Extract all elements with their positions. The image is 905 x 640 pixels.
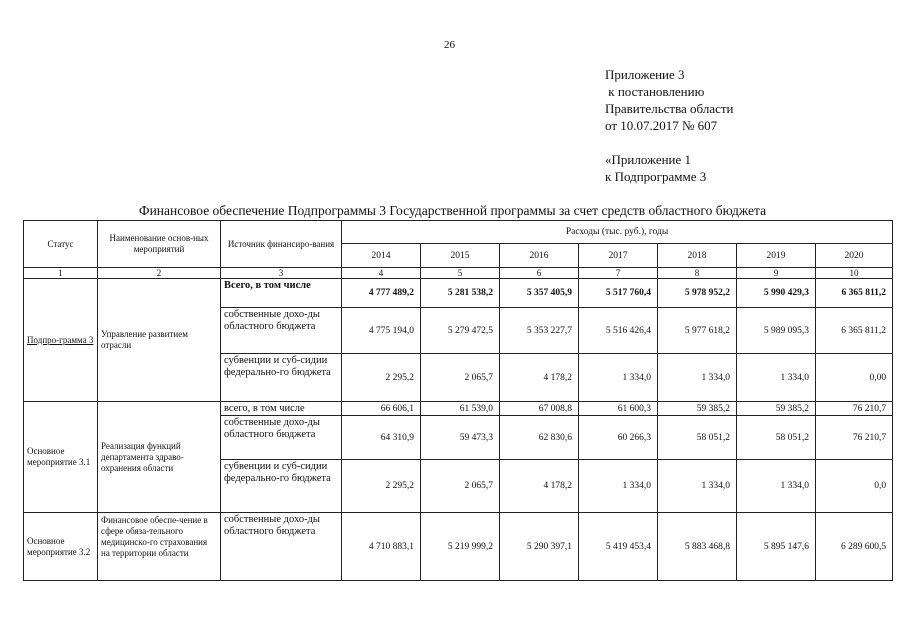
funding-source-cell: Всего, в том числе bbox=[221, 279, 342, 308]
column-number: 2 bbox=[98, 268, 221, 279]
value-cell: 60 266,3 bbox=[579, 416, 658, 460]
measure-name-cell: Управление развитием отрасли bbox=[98, 279, 221, 402]
column-number: 7 bbox=[579, 268, 658, 279]
appendix-reference bbox=[605, 151, 706, 185]
value-cell: 5 281 538,2 bbox=[421, 279, 500, 308]
value-cell: 0,00 bbox=[816, 354, 893, 402]
measure-name-cell: Реализация функций департамента здраво-охранения области bbox=[98, 402, 221, 513]
header-year: 2018 bbox=[658, 244, 737, 268]
value-cell: 61 600,3 bbox=[579, 402, 658, 416]
header-year: 2017 bbox=[579, 244, 658, 268]
header-source: Источник финансиро-вания bbox=[221, 221, 342, 268]
value-cell: 64 310,9 bbox=[342, 416, 421, 460]
value-cell: 1 334,0 bbox=[658, 354, 737, 402]
status-cell: Подпро-грамма 3 bbox=[24, 279, 98, 402]
value-cell: 5 517 760,4 bbox=[579, 279, 658, 308]
value-cell: 6 289 600,5 bbox=[816, 513, 893, 581]
value-cell: 4 710 883,1 bbox=[342, 513, 421, 581]
status-cell: Основное мероприятие 3.2 bbox=[24, 513, 98, 581]
column-number: 1 bbox=[24, 268, 98, 279]
value-cell: 5 290 397,1 bbox=[500, 513, 579, 581]
measure-name-cell: Финансовое обеспе-чение в сфере обяза-тельного медицинско-го страхования на территории области bbox=[98, 513, 221, 581]
value-cell: 1 334,0 bbox=[658, 460, 737, 513]
appendix-line: к Подпрограмме 3 bbox=[605, 169, 707, 184]
funding-source-cell: субвенции и суб-сидии федерально-го бюджета bbox=[221, 354, 342, 402]
value-cell: 0,0 bbox=[816, 460, 893, 513]
appendix-line: к постановлению bbox=[605, 84, 705, 99]
header-status: Статус bbox=[24, 221, 98, 268]
value-cell: 67 008,8 bbox=[500, 402, 579, 416]
value-cell: 5 989 095,3 bbox=[737, 308, 816, 354]
funding-source-cell: всего, в том числе bbox=[221, 402, 342, 416]
value-cell: 58 051,2 bbox=[658, 416, 737, 460]
value-cell: 59 473,3 bbox=[421, 416, 500, 460]
table-row bbox=[24, 279, 893, 308]
value-cell: 61 539,0 bbox=[421, 402, 500, 416]
column-number: 9 bbox=[737, 268, 816, 279]
value-cell: 4 775 194,0 bbox=[342, 308, 421, 354]
value-cell: 4 777 489,2 bbox=[342, 279, 421, 308]
value-cell: 6 365 811,2 bbox=[816, 279, 893, 308]
table-row bbox=[24, 513, 893, 581]
value-cell: 5 978 952,2 bbox=[658, 279, 737, 308]
header-name: Наименование основ-ных мероприятий bbox=[98, 221, 221, 268]
column-number: 3 bbox=[221, 268, 342, 279]
value-cell: 76 210,7 bbox=[816, 402, 893, 416]
table-row bbox=[24, 402, 893, 416]
value-cell: 5 279 472,5 bbox=[421, 308, 500, 354]
value-cell: 1 334,0 bbox=[579, 354, 658, 402]
header-year: 2020 bbox=[816, 244, 893, 268]
value-cell: 6 365 811,2 bbox=[816, 308, 893, 354]
value-cell: 5 419 453,4 bbox=[579, 513, 658, 581]
value-cell: 5 977 618,2 bbox=[658, 308, 737, 354]
appendix-line: Правительства области bbox=[605, 101, 734, 116]
funding-source-cell: субвенции и суб-сидии федерально-го бюджета bbox=[221, 460, 342, 513]
value-cell: 2 065,7 bbox=[421, 460, 500, 513]
value-cell: 62 830,6 bbox=[500, 416, 579, 460]
column-number: 8 bbox=[658, 268, 737, 279]
appendix-line: от 10.07.2017 № 607 bbox=[605, 118, 718, 133]
value-cell: 5 990 429,3 bbox=[737, 279, 816, 308]
value-cell: 66 606,1 bbox=[342, 402, 421, 416]
funding-source-cell: собственные дохо-ды областного бюджета bbox=[221, 308, 342, 354]
funding-source-cell: собственные дохо-ды областного бюджета bbox=[221, 513, 342, 581]
column-number: 10 bbox=[816, 268, 893, 279]
column-number: 5 bbox=[421, 268, 500, 279]
value-cell: 59 385,2 bbox=[658, 402, 737, 416]
value-cell: 2 295,2 bbox=[342, 460, 421, 513]
header-year: 2015 bbox=[421, 244, 500, 268]
header-year: 2016 bbox=[500, 244, 579, 268]
column-number: 6 bbox=[500, 268, 579, 279]
status-cell: Основное мероприятие 3.1 bbox=[24, 402, 98, 513]
value-cell: 1 334,0 bbox=[737, 460, 816, 513]
value-cell: 5 895 147,6 bbox=[737, 513, 816, 581]
header-year: 2019 bbox=[737, 244, 816, 268]
funding-source-cell: собственные дохо-ды областного бюджета bbox=[221, 416, 342, 460]
value-cell: 5 883 468,8 bbox=[658, 513, 737, 581]
value-cell: 1 334,0 bbox=[579, 460, 658, 513]
value-cell: 5 353 227,7 bbox=[500, 308, 579, 354]
value-cell: 59 385,2 bbox=[737, 402, 816, 416]
value-cell: 2 065,7 bbox=[421, 354, 500, 402]
value-cell: 5 357 405,9 bbox=[500, 279, 579, 308]
value-cell: 2 295,2 bbox=[342, 354, 421, 402]
value-cell: 5 219 999,2 bbox=[421, 513, 500, 581]
appendix-block bbox=[605, 66, 734, 134]
appendix-line: «Приложение 1 bbox=[605, 152, 692, 167]
value-cell: 4 178,2 bbox=[500, 460, 579, 513]
value-cell: 76 210,7 bbox=[816, 416, 893, 460]
value-cell: 4 178,2 bbox=[500, 354, 579, 402]
value-cell: 5 516 426,4 bbox=[579, 308, 658, 354]
financing-table bbox=[23, 220, 893, 581]
header-year: 2014 bbox=[342, 244, 421, 268]
header-expenses: Расходы (тыс. руб.), годы bbox=[342, 221, 893, 244]
table-title: Финансовое обеспечение Подпрограммы 3 Государственной программы за счет средств областного бюджета bbox=[138, 203, 767, 218]
column-number: 4 bbox=[342, 268, 421, 279]
value-cell: 1 334,0 bbox=[737, 354, 816, 402]
appendix-line: Приложение 3 bbox=[605, 67, 685, 82]
value-cell: 58 051,2 bbox=[737, 416, 816, 460]
page-number: 26 bbox=[444, 39, 455, 51]
